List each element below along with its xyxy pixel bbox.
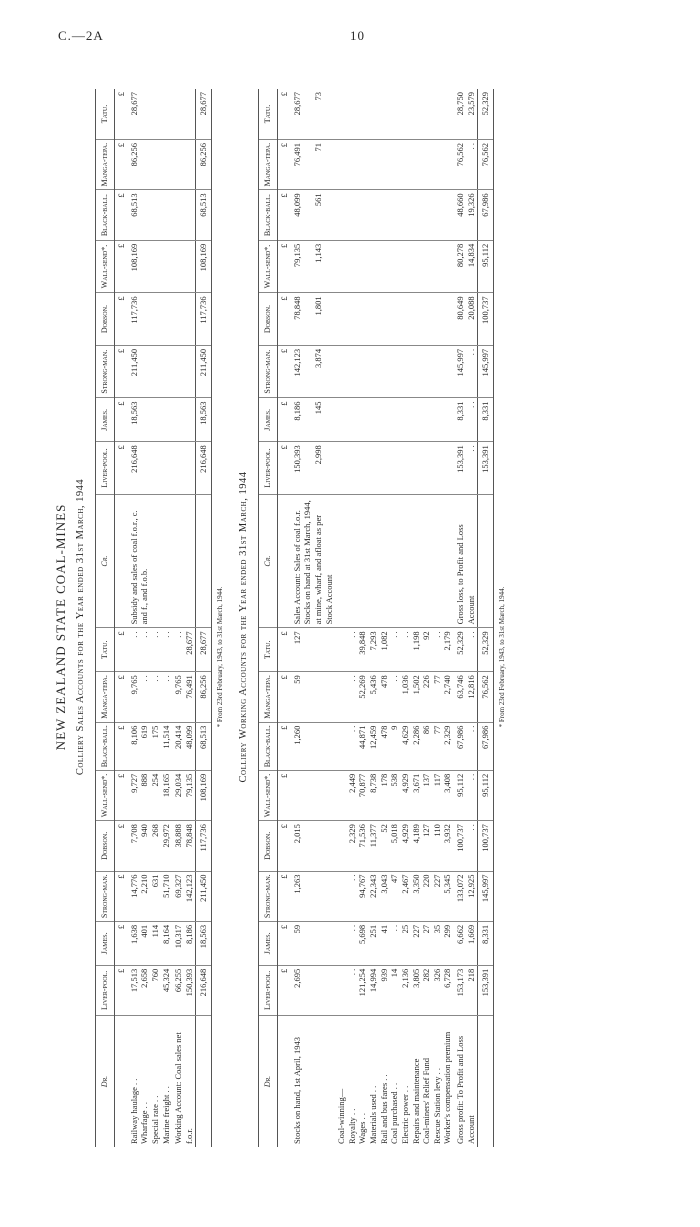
working-title-lead: Colliery Working Accounts for the (238, 615, 249, 783)
amount-cell: £ (115, 442, 128, 495)
amount-cell (172, 190, 196, 240)
credit-label: Sales Account: Sales of coal f.o.r. Stocks on hand at 31st March, 1944, at mine, wharf, and afloat as per Stock Account (291, 494, 336, 628)
amount-cell: 100,737 . . (454, 821, 478, 871)
amount-cell: £ (115, 140, 128, 190)
page-number: 10 (350, 28, 365, 43)
amount-cell: £ (278, 442, 291, 495)
credit-label: Subsidy and sales of coal f.o.r., c. and f., and f.o.b. (128, 494, 173, 628)
amount-cell: 153,391 . . (454, 442, 478, 495)
amount-cell: 67,986 . . (454, 722, 478, 770)
amount-cell (172, 442, 196, 495)
column-header: James. (259, 398, 278, 442)
amount-cell: . . . . . . . . (128, 628, 173, 672)
amount-cell: 29,034 79,135 (172, 770, 196, 820)
credit-label (478, 494, 494, 628)
amount-cell (291, 770, 336, 820)
amount-cell: 86,256 (196, 140, 212, 190)
amount-cell: £ (278, 140, 291, 190)
column-header: Tatu. (259, 89, 278, 140)
amount-cell: 17,513 2,658 760 45,324 (128, 965, 173, 1015)
amount-cell: 117,736 (196, 293, 212, 346)
amount-cell: £ (278, 89, 291, 140)
amount-cell: 150,393 2,998 (291, 442, 336, 495)
amount-cell: 48,660 19,326 (454, 190, 478, 240)
amount-cell: . . 52,269 5,436 478 . . 1,036 1,502 226 77 2,740 (335, 672, 454, 722)
amount-cell: . . 94,767 22,343 3,043 47 2,467 3,350 220 227 5,345 (335, 871, 454, 921)
working-account-table (258, 89, 494, 1147)
amount-cell: 145,997 (478, 345, 494, 398)
amount-cell: 1,638 401 114 8,164 (128, 921, 173, 965)
amount-cell: . . 39,848 7,293 1,082 . . . . 1,198 92 . . 2,179 (335, 628, 454, 672)
amount-cell: £ (278, 672, 291, 722)
amount-cell: £ (115, 722, 128, 770)
working-footnote: * From 23rd February, 1943, to 31st March, 1944. (498, 586, 506, 728)
amount-cell: 211,450 (196, 871, 212, 921)
column-header: Liver-pool. (259, 442, 278, 495)
credit-label (172, 494, 196, 628)
amount-cell: 95,112 . . (454, 770, 478, 820)
amount-cell: 6,662 1,669 (454, 921, 478, 965)
amount-cell: 1,260 (291, 722, 336, 770)
amount-cell: 211,450 (128, 345, 173, 398)
rotated-page-content (45, 67, 655, 1187)
sales-header-row (96, 89, 115, 1147)
amount-cell (335, 140, 454, 190)
amount-cell: 10,317 8,186 (172, 921, 196, 965)
amount-cell (172, 345, 196, 398)
amount-cell (172, 89, 196, 140)
column-header: Liver-pool. (96, 442, 115, 495)
row-label (115, 1016, 128, 1147)
amount-cell: 1,263 (291, 871, 336, 921)
column-header: Dobson. (96, 293, 115, 346)
credit-label: Gross loss, to Profit and Loss Account (454, 494, 478, 628)
amount-cell (335, 345, 454, 398)
amount-cell: 28,677 (196, 89, 212, 140)
table-row (128, 89, 173, 1147)
amount-cell: £ (278, 240, 291, 293)
column-header: Black-ball. (96, 722, 115, 770)
amount-cell: £ (115, 398, 128, 442)
amount-cell: 52,329 . . (454, 628, 478, 672)
amount-cell: 14,776 2,210 631 51,710 (128, 871, 173, 921)
amount-cell: 76,562 (478, 672, 494, 722)
amount-cell: 8,106 619 175 11,514 (128, 722, 173, 770)
row-label (278, 1016, 291, 1147)
amount-cell: 80,278 14,834 (454, 240, 478, 293)
amount-cell: 76,562 . . (454, 140, 478, 190)
amount-cell: 216,648 (196, 442, 212, 495)
sales-account-table (95, 89, 212, 1147)
amount-cell (172, 398, 196, 442)
document-title: NEW ZEALAND STATE COAL-MINES (53, 503, 68, 751)
column-header: Black-ball. (96, 190, 115, 240)
amount-cell: 59 (291, 921, 336, 965)
credit-label (115, 494, 128, 628)
amount-cell: 8,331 (478, 921, 494, 965)
amount-cell (172, 240, 196, 293)
amount-cell: 9,727 888 254 18,165 (128, 770, 173, 820)
amount-cell: 78,848 1,801 (291, 293, 336, 346)
amount-cell: 153,173 218 (454, 965, 478, 1015)
amount-cell: 216,648 (128, 442, 173, 495)
amount-cell: £ (115, 190, 128, 240)
amount-cell: 2,329 71,536 11,377 52 5,018 4,929 4,189 127 110 3,932 (335, 821, 454, 871)
sales-title-lead: Colliery Sales Accounts for the (75, 622, 86, 776)
amount-cell: 100,737 (478, 293, 494, 346)
column-header: Dobson. (259, 293, 278, 346)
sales-body (115, 89, 212, 1147)
amount-cell: 145,997 . . (454, 345, 478, 398)
column-header: Wall-send*. (96, 240, 115, 293)
column-header: James. (96, 398, 115, 442)
table-row (291, 89, 336, 1147)
column-header: Manga-tepa. (96, 672, 115, 722)
column-header: Wall-send*. (259, 240, 278, 293)
amount-cell: 108,169 (128, 240, 173, 293)
amount-cell: £ (115, 345, 128, 398)
amount-cell (335, 398, 454, 442)
amount-cell: 211,450 (196, 345, 212, 398)
column-header: Strong-man. (259, 345, 278, 398)
column-header: Wall-send*. (96, 770, 115, 820)
credit-label (335, 494, 454, 628)
amount-cell: 69,327 142,123 (172, 871, 196, 921)
column-header: Strong-man. (96, 345, 115, 398)
amount-cell (335, 442, 454, 495)
amount-cell: 153,391 (478, 965, 494, 1015)
column-header: Tatu. (96, 89, 115, 140)
table-row (172, 89, 196, 1147)
amount-cell: 127 (291, 628, 336, 672)
amount-cell: £ (115, 628, 128, 672)
column-header: Cr. (96, 494, 115, 628)
amount-cell: 63,746 12,816 (454, 672, 478, 722)
amount-cell: 76,562 (478, 140, 494, 190)
table-row (335, 89, 454, 1147)
amount-cell: 2,695 (291, 965, 336, 1015)
column-header: Strong-man. (96, 871, 115, 921)
amount-cell: . . 121,254 14,994 939 14 2,136 3,805 282 326 6,728 (335, 965, 454, 1015)
working-title-rest: Year ended 31st March, 1944 (238, 471, 249, 612)
row-label: Working Account: Coal sales net f.o.r. (173, 1032, 194, 1144)
amount-cell: 20,414 48,099 (172, 722, 196, 770)
amount-cell: 52,329 (478, 89, 494, 140)
column-header: Dobson. (96, 821, 115, 871)
column-header: Manga-tepa. (259, 140, 278, 190)
currency-row (278, 89, 291, 1147)
column-header: Liver-pool. (259, 965, 278, 1015)
credit-label (196, 494, 212, 628)
amount-cell: 117,736 (196, 821, 212, 871)
amount-cell: £ (278, 293, 291, 346)
row-label: Coal-winning— Royalty . . Wages . . Materials used . . Rail and bus fares . . Coal purchased . . Electric power . . Repairs and maintenance Coal-miners' Relief Fund Rescue Station levy . . Worker's compensation premium (336, 1031, 453, 1144)
amount-cell: £ (278, 871, 291, 921)
amount-cell: 145,997 (478, 871, 494, 921)
amount-cell (335, 293, 454, 346)
amount-cell: £ (278, 722, 291, 770)
amount-cell: . . 5,698 251 41 . . 25 227 27 35 299 (335, 921, 454, 965)
column-header: Tatu. (259, 628, 278, 672)
row-label: Stocks on hand, 1st April, 1943 (291, 1037, 302, 1144)
column-header: Black-ball. (259, 190, 278, 240)
amount-cell: 68,513 (196, 190, 212, 240)
amount-cell: 7,708 940 268 29,972 (128, 821, 173, 871)
page-code: C.—2A (58, 28, 104, 43)
working-header-row (259, 89, 278, 1147)
amount-cell: £ (278, 628, 291, 672)
amount-cell: 9,765 . . . . . . (128, 672, 173, 722)
amount-cell: 18,563 (128, 398, 173, 442)
amount-cell: 28,750 23,579 (454, 89, 478, 140)
amount-cell (335, 190, 454, 240)
column-header: Wall-send*. (259, 770, 278, 820)
column-header: James. (259, 921, 278, 965)
amount-cell: 18,563 (196, 921, 212, 965)
column-header: James. (96, 921, 115, 965)
column-header: Manga-tepa. (96, 140, 115, 190)
amount-cell: 2,015 (291, 821, 336, 871)
column-header: Manga-tepa. (259, 672, 278, 722)
amount-cell: £ (278, 398, 291, 442)
amount-cell: 8,331 . . (454, 398, 478, 442)
amount-cell (172, 293, 196, 346)
amount-cell: 8,186 145 (291, 398, 336, 442)
column-header: Dr. (96, 1016, 115, 1147)
amount-cell: £ (278, 821, 291, 871)
working-title (238, 67, 249, 1187)
credit-label (278, 494, 291, 628)
amount-cell: . . 44,871 12,459 478 9 4,629 2,286 86 77 2,329 (335, 722, 454, 770)
row-label: Gross profit: To Profit and Loss Account (455, 1035, 476, 1144)
amount-cell: 8,331 (478, 398, 494, 442)
amount-cell: 100,737 (478, 821, 494, 871)
column-header: Tatu. (96, 628, 115, 672)
amount-cell: 9,765 76,491 (172, 672, 196, 722)
amount-cell: 86,256 (128, 140, 173, 190)
amount-cell: £ (278, 965, 291, 1015)
amount-cell: 2,449 70,877 8,738 178 538 4,929 3,671 137 117 3,408 (335, 770, 454, 820)
currency-row (115, 89, 128, 1147)
amount-cell: £ (278, 770, 291, 820)
sales-footnote: * From 23rd February, 1943, to 31st March, 1944. (216, 586, 224, 728)
amount-cell: 153,391 (478, 442, 494, 495)
amount-cell: 80,649 20,088 (454, 293, 478, 346)
amount-cell: 133,072 12,925 (454, 871, 478, 921)
totals-row (196, 89, 212, 1147)
column-header: Cr. (259, 494, 278, 628)
table-row (454, 89, 478, 1147)
amount-cell: £ (115, 965, 128, 1015)
amount-cell: 67,986 (478, 190, 494, 240)
amount-cell: 68,513 (196, 722, 212, 770)
amount-cell: 48,099 561 (291, 190, 336, 240)
amount-cell: £ (278, 190, 291, 240)
amount-cell: 68,513 (128, 190, 173, 240)
amount-cell: . . 28,677 (172, 628, 196, 672)
row-label: Railway haulage . . Wharfage . . Special rate . . Marine freight . . (128, 1078, 171, 1144)
column-header: Liver-pool. (96, 965, 115, 1015)
amount-cell: 28,677 (196, 628, 212, 672)
amount-cell (335, 89, 454, 140)
amount-cell: 18,563 (196, 398, 212, 442)
amount-cell: £ (115, 672, 128, 722)
amount-cell: £ (115, 871, 128, 921)
amount-cell (172, 140, 196, 190)
amount-cell: 95,112 (478, 240, 494, 293)
amount-cell: £ (115, 821, 128, 871)
amount-cell: 59 (291, 672, 336, 722)
amount-cell: 66,255 150,393 (172, 965, 196, 1015)
amount-cell: £ (278, 921, 291, 965)
column-header: Black-ball. (259, 722, 278, 770)
amount-cell: 79,135 1,143 (291, 240, 336, 293)
amount-cell: 76,491 71 (291, 140, 336, 190)
amount-cell: 38,888 78,848 (172, 821, 196, 871)
amount-cell: £ (278, 345, 291, 398)
amount-cell: £ (115, 770, 128, 820)
amount-cell: 117,736 (128, 293, 173, 346)
row-label (478, 1016, 494, 1147)
column-header: Strong-man. (259, 871, 278, 921)
amount-cell: 142,123 3,874 (291, 345, 336, 398)
sales-title (75, 67, 86, 1187)
amount-cell (335, 240, 454, 293)
amount-cell: 108,169 (196, 770, 212, 820)
column-header: Dobson. (259, 821, 278, 871)
column-header: Dr. (259, 1016, 278, 1147)
amount-cell: 108,169 (196, 240, 212, 293)
working-body (278, 89, 494, 1147)
amount-cell: 28,677 (128, 89, 173, 140)
amount-cell: 28,677 73 (291, 89, 336, 140)
amount-cell: £ (115, 89, 128, 140)
amount-cell: 95,112 (478, 770, 494, 820)
amount-cell: £ (115, 240, 128, 293)
amount-cell: £ (115, 921, 128, 965)
totals-row (478, 89, 494, 1147)
amount-cell: 216,648 (196, 965, 212, 1015)
amount-cell: £ (115, 293, 128, 346)
amount-cell: 67,986 (478, 722, 494, 770)
row-label (196, 1016, 212, 1147)
amount-cell: 86,256 (196, 672, 212, 722)
sales-title-rest: Year ended 31st March, 1944 (75, 478, 86, 620)
amount-cell: 52,329 (478, 628, 494, 672)
